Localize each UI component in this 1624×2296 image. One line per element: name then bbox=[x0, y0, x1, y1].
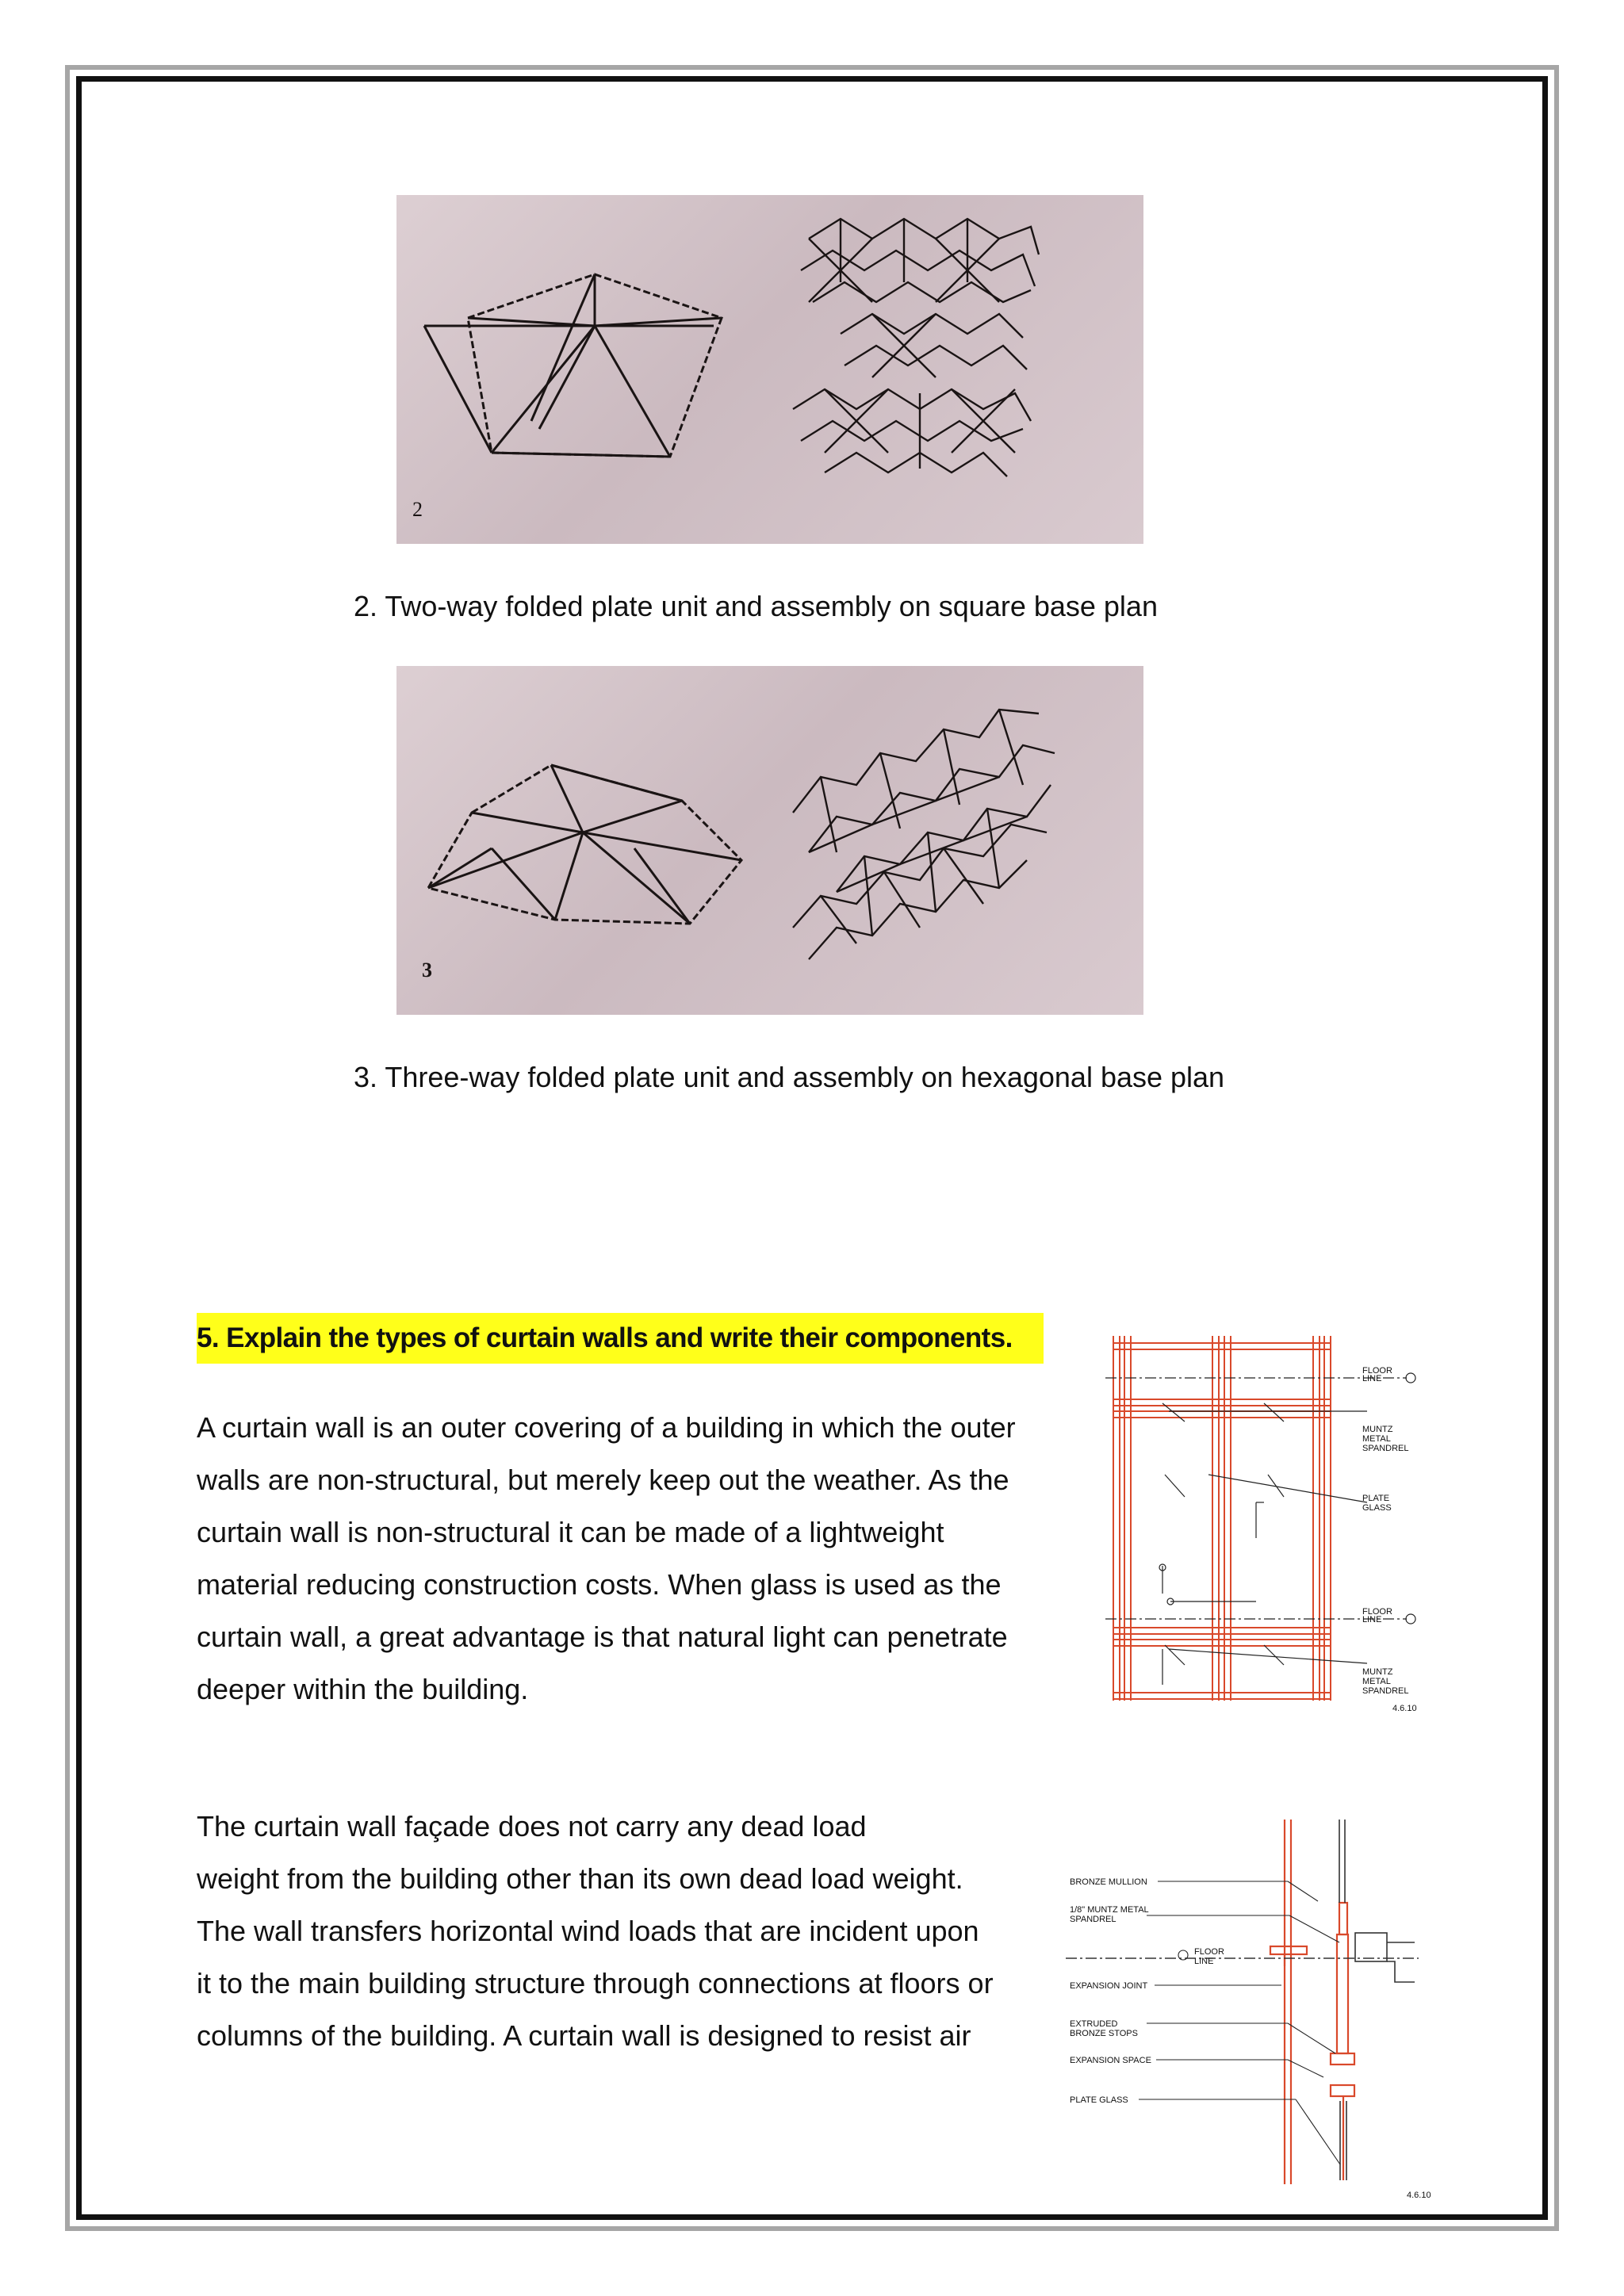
three-way-folded-plate-sketch bbox=[396, 666, 1143, 1015]
figure-3-photo bbox=[396, 666, 1143, 1015]
elev-spandrel-1c: SPANDREL bbox=[1362, 1444, 1409, 1453]
elev-plate-glass-a: PLATE bbox=[1362, 1494, 1390, 1503]
paragraph-2-line: The wall transfers horizontal wind loads that are incident upon bbox=[197, 1915, 979, 1947]
elev-spandrel-1b: METAL bbox=[1362, 1434, 1391, 1444]
elev-spandrel-2c: SPANDREL bbox=[1362, 1686, 1409, 1696]
figure-3-caption: 3. Three-way folded plate unit and assembly on hexagonal base plan bbox=[354, 1061, 1225, 1093]
paragraph-1-line: curtain wall, a great advantage is that natural light can penetrate bbox=[197, 1621, 1008, 1653]
figure-2-photo bbox=[396, 195, 1143, 544]
figure-2-number: 2 bbox=[412, 498, 423, 521]
sect-ref: 4.6.10 bbox=[1407, 2191, 1431, 2200]
sect-plate-glass-label: PLATE GLASS bbox=[1070, 2095, 1128, 2105]
elev-ref: 4.6.10 bbox=[1392, 1704, 1417, 1713]
elev-spandrel-2b: METAL bbox=[1362, 1677, 1391, 1686]
paragraph-1-line: walls are non-structural, but merely keep out the weather. As the bbox=[197, 1464, 1009, 1496]
paragraph-2 bbox=[197, 1800, 994, 2062]
paragraph-1-line: curtain wall is non-structural it can be made of a lightweight bbox=[197, 1516, 944, 1548]
sect-stops-label-a: EXTRUDED bbox=[1070, 2019, 1118, 2029]
elev-spandrel-2a: MUNTZ bbox=[1362, 1667, 1393, 1677]
paragraph-1-line: A curtain wall is an outer covering of a building in which the outer bbox=[197, 1411, 1016, 1444]
two-way-folded-plate-sketch bbox=[396, 195, 1143, 544]
paragraph-2-line: The curtain wall façade does not carry any dead load bbox=[197, 1810, 867, 1843]
paragraph-1-line: deeper within the building. bbox=[197, 1673, 529, 1705]
paragraph-1-line: material reducing construction costs. When glass is used as the bbox=[197, 1568, 1002, 1601]
figure-3-number: 3 bbox=[422, 959, 432, 982]
sect-expansion-joint-label: EXPANSION JOINT bbox=[1070, 1981, 1148, 1991]
sect-floor-label-a: FLOOR bbox=[1194, 1947, 1224, 1957]
elev-spandrel-1a: MUNTZ bbox=[1362, 1425, 1393, 1434]
sect-expansion-space-label: EXPANSION SPACE bbox=[1070, 2056, 1151, 2065]
elev-floor-line-1b: LINE bbox=[1362, 1374, 1382, 1383]
curtain-wall-section-drawing bbox=[1066, 1816, 1462, 2204]
sect-spandrel-label-b: SPANDREL bbox=[1070, 1915, 1116, 1924]
paragraph-2-line: it to the main building structure through connections at floors or bbox=[197, 1967, 994, 1999]
sect-floor-label-b: LINE bbox=[1194, 1957, 1214, 1966]
paragraph-2-line: weight from the building other than its own dead load weight. bbox=[197, 1862, 963, 1895]
curtain-wall-elevation-drawing bbox=[1105, 1332, 1446, 1727]
figure-2-caption: 2. Two-way folded plate unit and assembly on square base plan bbox=[354, 590, 1158, 622]
paragraph-2-line: columns of the building. A curtain wall is designed to resist air bbox=[197, 2019, 971, 2052]
elev-plate-glass-b: GLASS bbox=[1362, 1503, 1392, 1513]
elev-floor-line-2: FLOOR bbox=[1362, 1607, 1392, 1617]
question-heading: 5. Explain the types of curtain walls and write their components. bbox=[197, 1313, 1044, 1364]
sect-mullion-label: BRONZE MULLION bbox=[1070, 1877, 1147, 1887]
elev-floor-line-1: FLOOR bbox=[1362, 1366, 1392, 1376]
sect-spandrel-label-a: 1/8" MUNTZ METAL bbox=[1070, 1905, 1149, 1915]
sect-stops-label-b: BRONZE STOPS bbox=[1070, 2029, 1138, 2038]
elev-floor-line-2b: LINE bbox=[1362, 1615, 1382, 1624]
paragraph-1 bbox=[197, 1402, 1016, 1716]
